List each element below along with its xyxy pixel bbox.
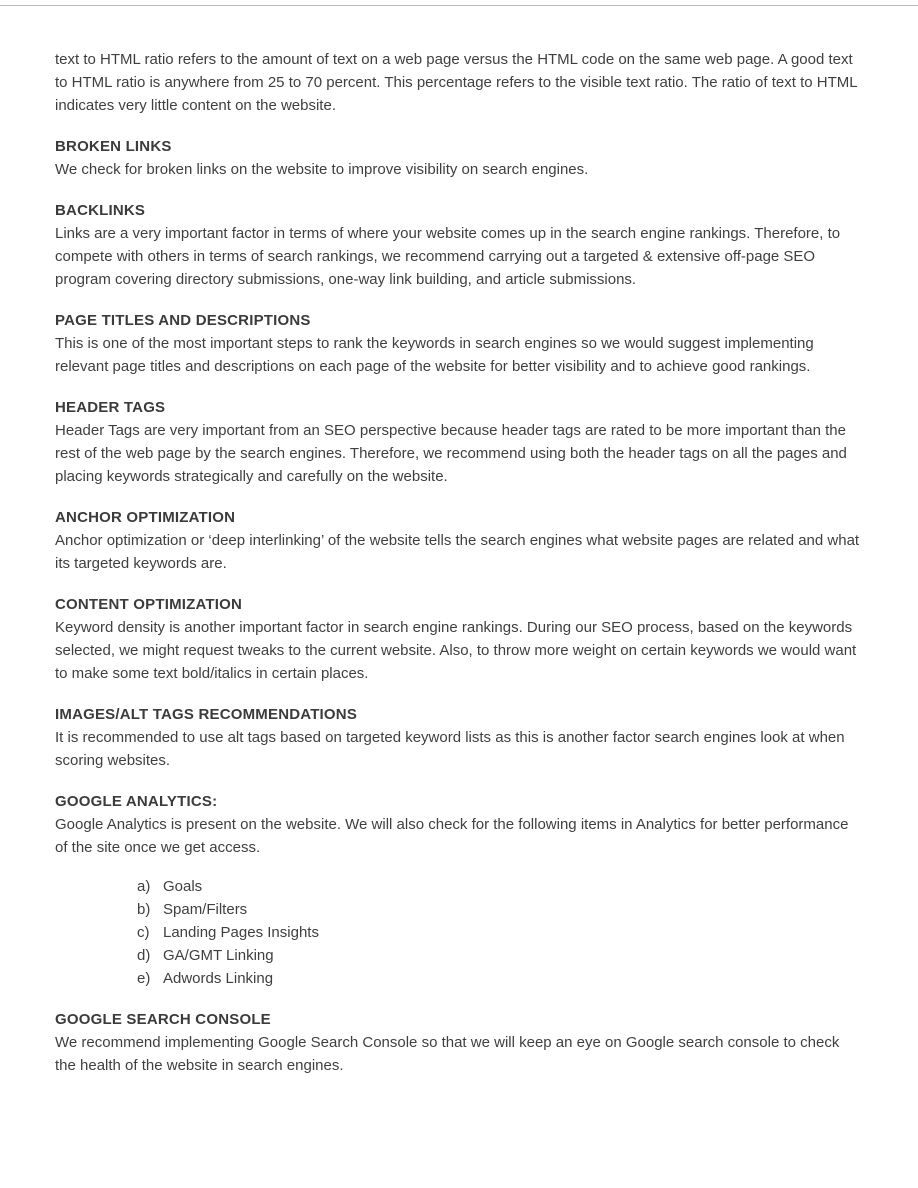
section-google-analytics — [55, 790, 861, 990]
section-page-titles-descriptions — [55, 309, 861, 378]
section-heading: BROKEN LINKS — [55, 138, 172, 155]
section-body: Header Tags are very important from an SEO perspective because header tags are rated to be more important than the rest of the web page by the search engines. Therefore, we recommend using both the header tags on all the pages and placing keywords strategically and carefully on the website. — [55, 422, 847, 485]
intro-paragraph: text to HTML ratio refers to the amount of text on a web page versus the HTML code on the same web page. A good text to HTML ratio is anywhere from 25 to 70 percent. This percentage refers to the visible text ratio. The ratio of text to HTML indicates very little content on the website. — [55, 51, 858, 114]
section-anchor-optimization — [55, 506, 861, 575]
section-body: Keyword density is another important factor in search engine rankings. During our SEO process, based on the keywords selected, we might request tweaks to the current website. Also, to throw more weight on certain keywords we would want to make some text bold/italics in certain places. — [55, 619, 857, 682]
section-heading: CONTENT OPTIMIZATION — [55, 596, 243, 613]
list-item — [137, 875, 861, 898]
list-item — [137, 898, 861, 921]
section-header-tags — [55, 396, 861, 488]
list-item — [137, 921, 861, 944]
section-images-alt-tags — [55, 703, 861, 772]
list-item-label: Spam/Filters — [163, 901, 248, 918]
section-broken-links — [55, 135, 861, 181]
section-backlinks — [55, 199, 861, 291]
section-heading: GOOGLE SEARCH CONSOLE — [55, 1011, 271, 1028]
section-heading: PAGE TITLES AND DESCRIPTIONS — [55, 312, 311, 329]
section-heading: ANCHOR OPTIMIZATION — [55, 509, 236, 526]
section-content-optimization — [55, 593, 861, 685]
list-item-marker: a) — [137, 878, 151, 895]
section-body: Links are a very important factor in terms of where your website comes up in the search engine rankings. Therefore, to compete with others in terms of search rankings, we recommend carrying out a targeted & extensive off-page SEO program covering directory submissions, one-way link building, and article submissions. — [55, 225, 841, 288]
section-heading: GOOGLE ANALYTICS: — [55, 793, 218, 810]
section-body: Google Analytics is present on the website. We will also check for the following items in Analytics for better performance of the site once we get access. — [55, 816, 849, 856]
document-content — [55, 48, 861, 1077]
list-item-label: GA/GMT Linking — [163, 947, 274, 964]
section-heading: HEADER TAGS — [55, 399, 166, 416]
list-item-marker: c) — [137, 924, 150, 941]
section-body: This is one of the most important steps to rank the keywords in search engines so we would suggest implementing relevant page titles and descriptions on each page of the website for better visibility and to achieve good rankings. — [55, 335, 814, 375]
section-google-search-console — [55, 1008, 861, 1077]
section-body: It is recommended to use alt tags based on targeted keyword lists as this is another factor search engines look at when scoring websites. — [55, 729, 845, 769]
list-item — [137, 967, 861, 990]
page-top-rule — [0, 5, 918, 6]
section-body: We check for broken links on the website to improve visibility on search engines. — [55, 161, 589, 178]
analytics-checklist — [55, 875, 861, 990]
section-heading: IMAGES/ALT TAGS RECOMMENDATIONS — [55, 706, 358, 723]
list-item-label: Goals — [163, 878, 203, 895]
list-item-marker: d) — [137, 947, 151, 964]
list-item-marker: b) — [137, 901, 151, 918]
section-body: Anchor optimization or ‘deep interlinking’ of the website tells the search engines what website pages are related and what its targeted keywords are. — [55, 532, 860, 572]
section-body: We recommend implementing Google Search Console so that we will keep an eye on Google search console to check the health of the website in search engines. — [55, 1034, 840, 1074]
list-item-label: Adwords Linking — [163, 970, 274, 987]
list-item-marker: e) — [137, 970, 151, 987]
list-item-label: Landing Pages Insights — [163, 924, 319, 941]
section-heading: BACKLINKS — [55, 202, 146, 219]
list-item — [137, 944, 861, 967]
